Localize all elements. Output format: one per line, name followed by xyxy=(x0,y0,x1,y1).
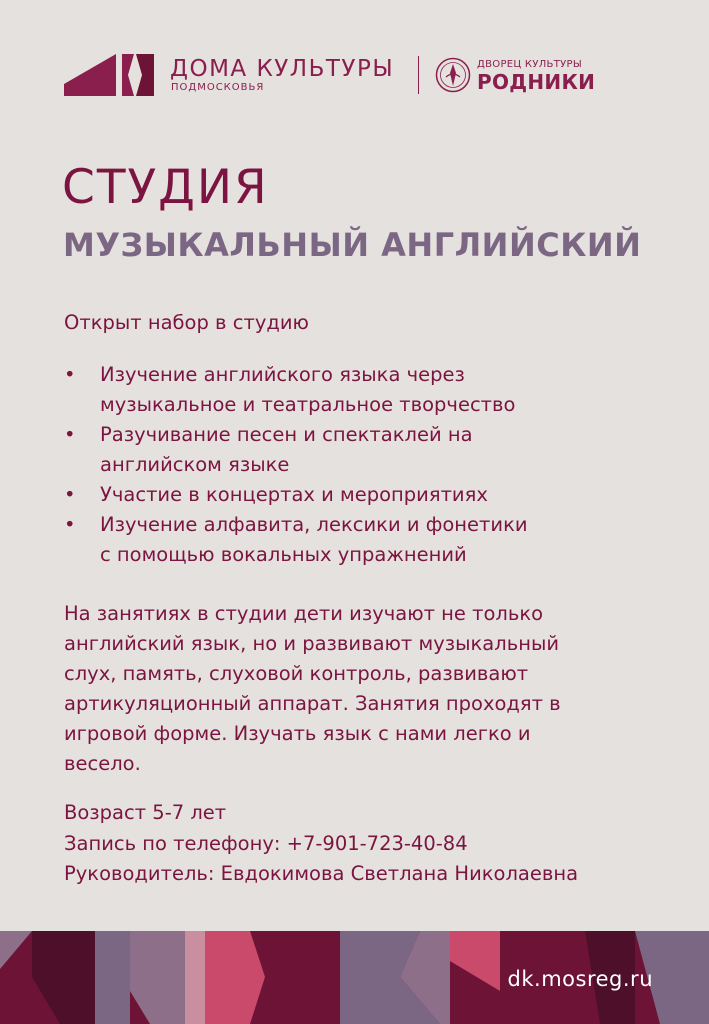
list-item-line: с помощью вокальных упражнений xyxy=(100,543,467,566)
bullet-icon: • xyxy=(64,363,76,386)
leader-info: Руководитель: Евдокимова Светлана Николаевна xyxy=(64,862,579,885)
brand-title: ДОМА КУЛЬТУРЫ xyxy=(170,56,395,82)
list-item xyxy=(64,510,624,570)
brand-subtitle: ПОДМОСКОВЬЯ xyxy=(171,82,265,93)
page-subtitle: МУЗЫКАЛЬНЫЙ АНГЛИЙСКИЙ xyxy=(63,226,642,264)
description-line: весело. xyxy=(64,752,141,775)
partner-top-label: ДВОРЕЦ КУЛЬТУРЫ xyxy=(477,59,582,70)
age-info: Возраст 5-7 лет xyxy=(64,801,227,824)
description-line: На занятиях в студии дети изучают не только xyxy=(64,602,544,625)
page-title: СТУДИЯ xyxy=(62,160,269,215)
bullet-icon: • xyxy=(64,513,76,536)
description-line: слух, память, слуховой контроль, развивают xyxy=(64,662,529,685)
list-item-line: Изучение английского языка через xyxy=(100,363,465,386)
contact-info xyxy=(64,798,578,890)
list-item-line: английском языке xyxy=(100,453,290,476)
list-item xyxy=(64,480,624,510)
intro-text: Открыт набор в студию xyxy=(64,311,309,334)
header xyxy=(64,54,604,96)
feature-list xyxy=(64,360,624,570)
website-link[interactable]: dk.mosreg.ru xyxy=(507,967,653,991)
description-line: игровой форме. Изучать язык с нами легко и xyxy=(64,722,531,745)
bullet-icon: • xyxy=(64,423,76,446)
rodniki-emblem-icon xyxy=(435,57,471,93)
description-line: английский язык, но и развивают музыкальный xyxy=(64,632,560,655)
list-item xyxy=(64,420,624,480)
description-line: артикуляционный аппарат. Занятия проходят в xyxy=(64,692,561,715)
list-item-line: музыкальное и театральное творчество xyxy=(100,393,516,416)
list-item xyxy=(64,360,624,420)
list-item-line: Разучивание песен и спектаклей на xyxy=(100,423,473,446)
bullet-icon: • xyxy=(64,483,76,506)
phone-info: Запись по телефону: +7-901-723-40-84 xyxy=(64,831,468,855)
list-item-line: Изучение алфавита, лексики и фонетики xyxy=(100,513,528,536)
description xyxy=(64,599,654,779)
header-divider xyxy=(418,56,419,94)
list-item-line: Участие в концертах и мероприятиях xyxy=(100,483,488,506)
partner-name: РОДНИКИ xyxy=(477,70,596,94)
dk-logo-icon xyxy=(64,54,154,96)
